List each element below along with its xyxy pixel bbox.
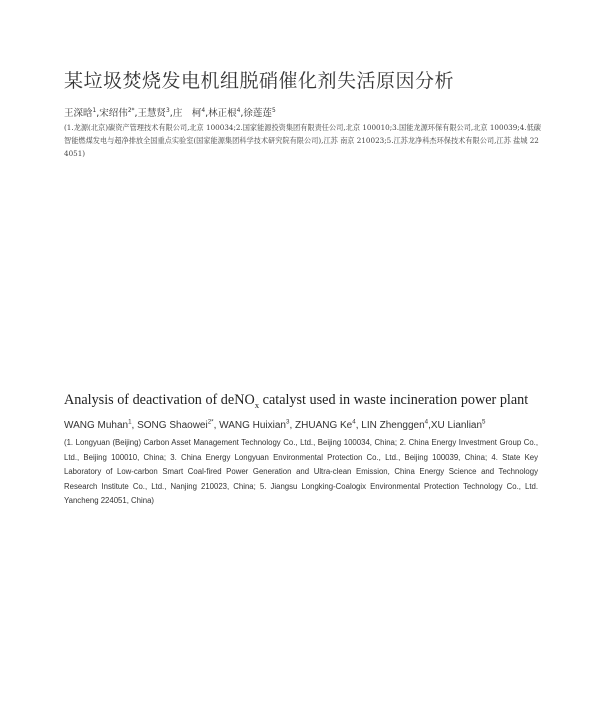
author-name: XU Lianlian bbox=[430, 420, 483, 431]
author-affiliation-mark: 3 bbox=[166, 107, 170, 114]
author-name: 宋绍伟 bbox=[99, 108, 128, 119]
author-affiliation-mark: 4 bbox=[352, 418, 356, 426]
chinese-author-list: 王深晗$^1$,宋绍伟$^{2*}$,王慧贤$^3$,庄 柯$^4$,林正根$^4$,徐莲莲$^5$ bbox=[64, 107, 276, 119]
author-affiliation-mark: 3 bbox=[286, 418, 290, 426]
author-affiliation-mark: 4 bbox=[201, 107, 206, 114]
author-name: 王慧贤 bbox=[137, 108, 167, 119]
author-name: WANG Huixian bbox=[219, 420, 286, 431]
english-title-subscript: x bbox=[254, 399, 260, 410]
chinese-affiliations: (1.龙源(北京)碳资产管理技术有限公司,北京 100034;2.国家能源投资集团有限责任公司,北京 100010;3.国能龙源环保有限公司,北京 100039;4.低碳智能燃煤发电与超净排放全国重点实验室(国家能源集团科学技术研究院有限公司),江苏 南京 210023;5.江苏龙净科杰环保技术有限公司,江苏 盐城 224051) bbox=[64, 123, 541, 158]
author-name: SONG Shaowei bbox=[137, 420, 208, 431]
author-name: 徐莲莲 bbox=[243, 108, 272, 119]
author-name: 王深晗 bbox=[64, 108, 93, 119]
english-title-part: Analysis of deactivation of deNO bbox=[64, 392, 255, 408]
author-name: ZHUANG Ke bbox=[295, 420, 353, 431]
author-affiliation-mark: 2* bbox=[207, 418, 214, 426]
author-affiliation-mark: 5 bbox=[482, 418, 486, 426]
author-name: 林正根 bbox=[208, 108, 237, 119]
english-author-list: WANG Muhan$^1$, SONG Shaowei$^{2*}$, WANG Huixian$^3$, ZHUANG Ke$^4$, LIN Zhenggen$^4$,XU Lianlian$^5$ bbox=[64, 418, 486, 431]
author-affiliation-mark: 4 bbox=[236, 107, 241, 114]
author-affiliation-mark: 1 bbox=[92, 107, 97, 114]
author-name: WANG Muhan bbox=[64, 420, 129, 431]
author-name: 庄 柯 bbox=[172, 108, 202, 119]
english-affiliations: (1. Longyuan (Beijing) Carbon Asset Management Technology Co., Ltd., Beijing 100034, China; 2. China Energy Investment Group Co., Ltd., Beijing 100010, China; 3. China Energy Longyuan Environmental Protection Co., Ltd., Beijing 100039, China; 4. State Key Laboratory of Low-carbon Smart Coal-fired Power Generation and Ultra-clean Emission, China Energy Science and Technology Research Institute Co., Ltd., Nanjing 210023, China; 5. Jiangsu Longking-Coalogix Environmental Protection Technology Co., Ltd. Yancheng 224051, China) bbox=[64, 438, 538, 506]
author-affiliation-mark: 4 bbox=[424, 418, 429, 426]
english-title bbox=[64, 392, 554, 409]
english-title-part: catalyst used in waste incineration power plant bbox=[259, 392, 529, 408]
author-name: LIN Zhenggen bbox=[361, 420, 425, 431]
chinese-title: 某垃圾焚烧发电机组脱硝催化剂失活原因分析 bbox=[64, 70, 455, 92]
author-affiliation-mark: 5 bbox=[271, 107, 276, 114]
author-affiliation-mark: 1 bbox=[128, 418, 132, 426]
author-affiliation-mark: 2* bbox=[127, 107, 135, 114]
